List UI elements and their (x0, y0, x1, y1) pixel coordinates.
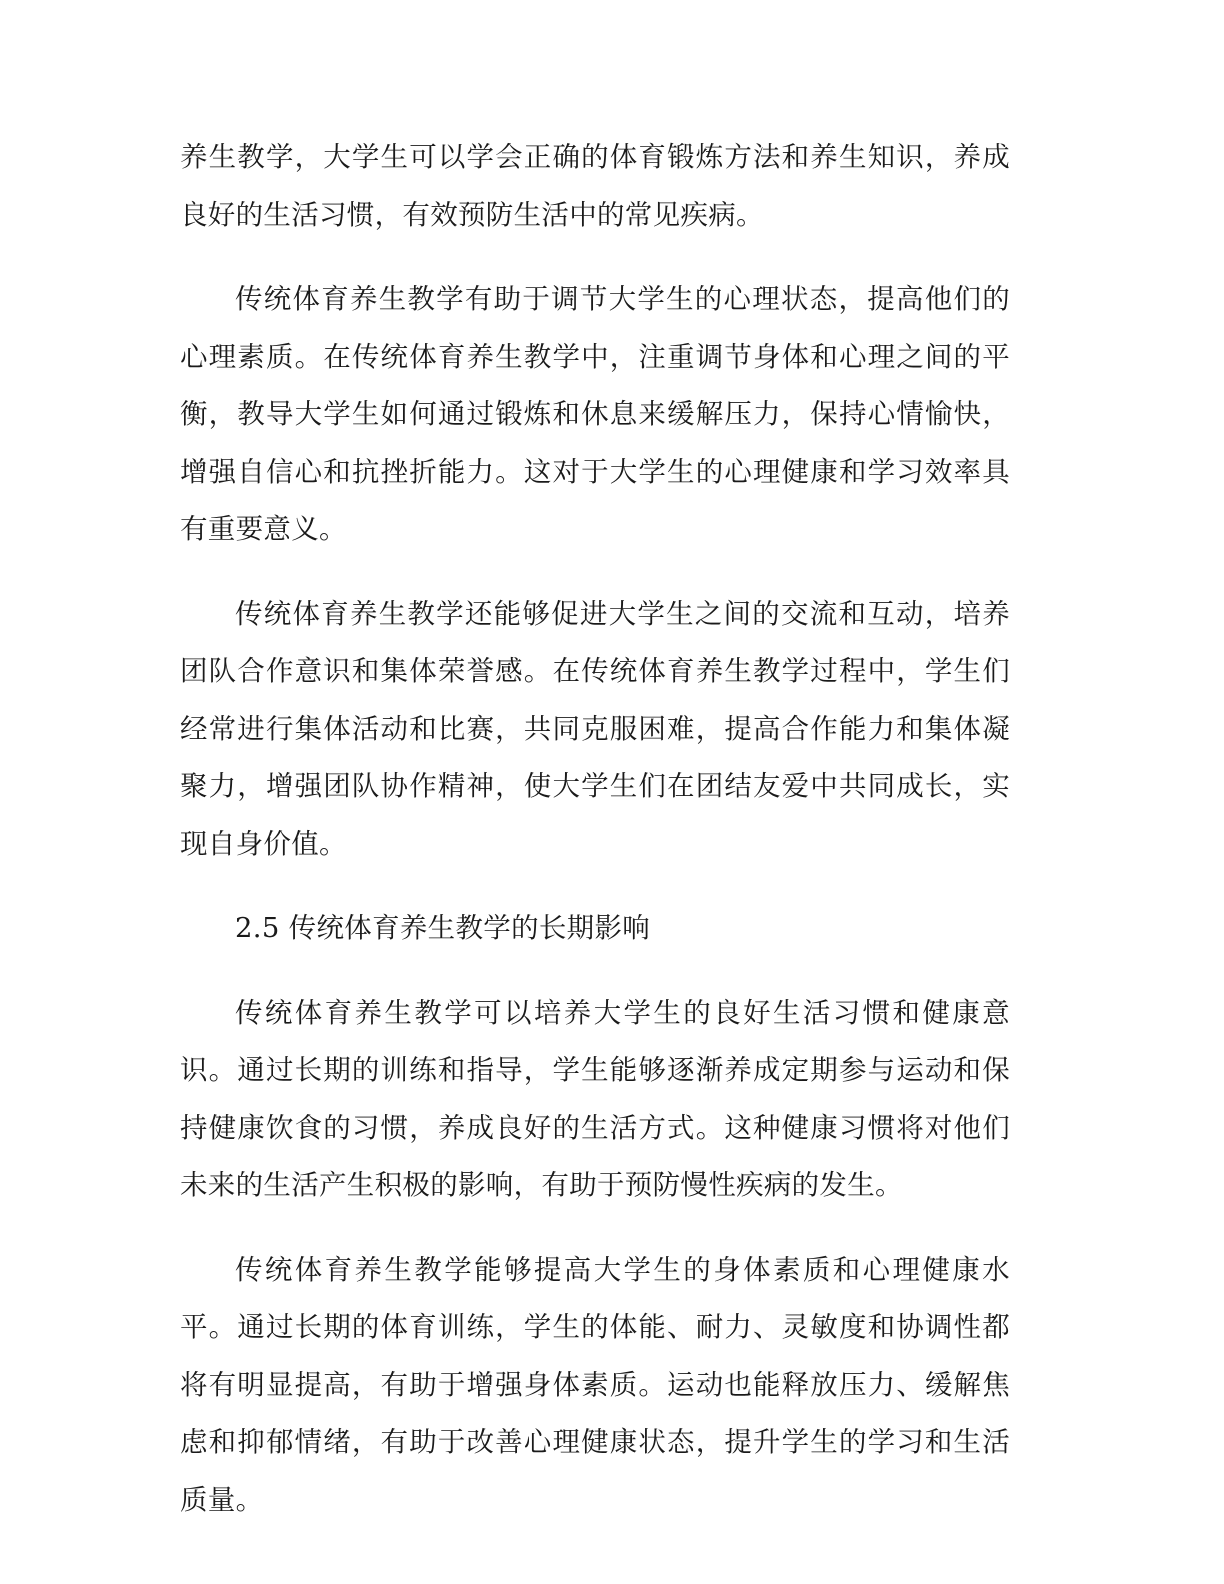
paragraph-continued: 养生教学，大学生可以学会正确的体育锻炼方法和养生知识，养成良好的生活习惯，有效预防生活中的常见疾病。 (180, 141, 1010, 231)
section-heading: 2.5 传统体育养生教学的长期影响 (235, 912, 651, 944)
document-page (180, 129, 1010, 1556)
paragraph-habits: 传统体育养生教学可以培养大学生的良好生活习惯和健康意识。通过长期的训练和指导，学生能够逐渐养成定期参与运动和保持健康饮食的习惯，养成良好的生活方式。这种健康习惯将对他们未来的生活产生积极的影响，有助于预防慢性疾病的发生。 (180, 996, 1010, 1201)
paragraph-psychology: 传统体育养生教学有助于调节大学生的心理状态，提高他们的心理素质。在传统体育养生教学中，注重调节身体和心理之间的平衡，教导大学生如何通过锻炼和休息来缓解压力，保持心情愉快，增强自信心和抗挫折能力。这对于大学生的心理健康和学习效率具有重要意义。 (180, 283, 1010, 545)
paragraph-teamwork: 传统体育养生教学还能够促进大学生之间的交流和互动，培养团队合作意识和集体荣誉感。在传统体育养生教学过程中，学生们经常进行集体活动和比赛，共同克服困难，提高合作能力和集体凝聚力，增强团队协作精神，使大学生们在团结友爱中共同成长，实现自身价值。 (180, 597, 1010, 860)
paragraph-fitness: 传统体育养生教学能够提高大学生的身体素质和心理健康水平。通过长期的体育训练，学生的体能、耐力、灵敏度和协调性都将有明显提高，有助于增强身体素质。运动也能释放压力、缓解焦虑和抑郁情绪，有助于改善心理健康状态，提升学生的学习和生活质量。 (180, 1253, 1010, 1516)
